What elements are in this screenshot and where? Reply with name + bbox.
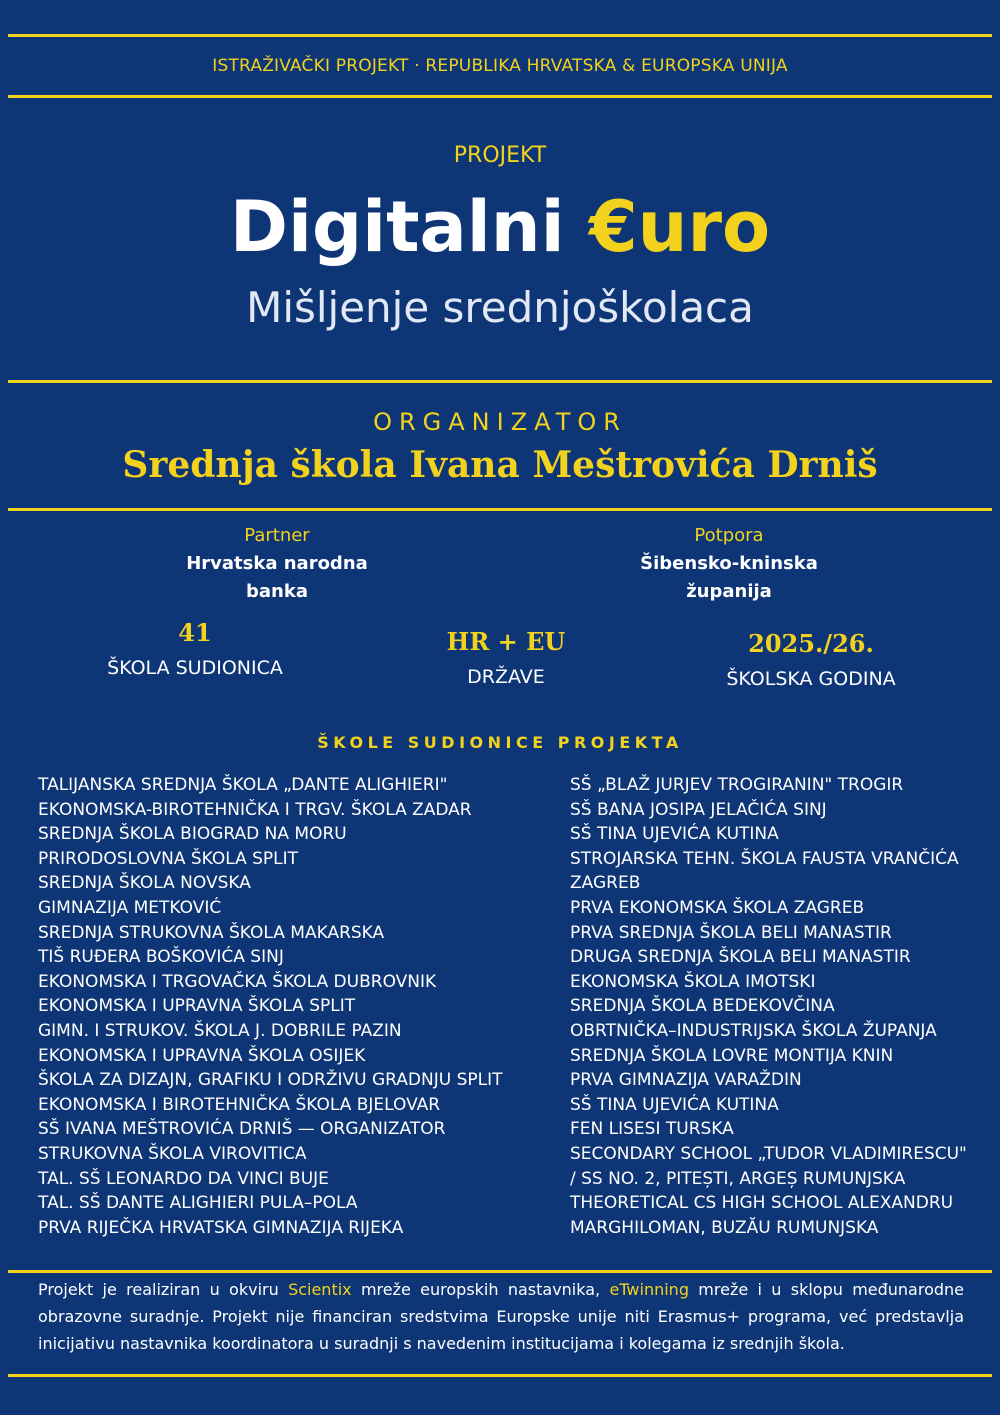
support-line-2: županija (686, 581, 772, 602)
partner-line-1: Hrvatska narodna (186, 553, 368, 574)
school-list-item: STROJARSKA TEHN. ŠKOLA FAUSTA VRANČIĆA (570, 848, 959, 869)
footer-text-1: Projekt je realiziran u okviru (38, 1280, 289, 1299)
school-list-item: EKONOMSKA ŠKOLA IMOTSKI (570, 971, 816, 992)
header-rule-bottom (8, 380, 992, 383)
header-rule-top (8, 95, 992, 98)
scientix-link[interactable]: Scientix (288, 1280, 352, 1299)
school-list-item: SREDNJA ŠKOLA BIOGRAD NA MORU (38, 824, 347, 845)
stat-countries (356, 627, 656, 688)
top-rule (8, 34, 992, 37)
support-label: Potpora (694, 525, 764, 546)
stat-year (661, 629, 961, 690)
support-name (579, 550, 879, 606)
schools-heading: ŠKOLE SUDIONICE PROJEKTA (317, 733, 683, 752)
organizer-name: Srednja škola Ivana Meštrovića Drniš (122, 444, 878, 486)
school-list-item: ZAGREB (570, 873, 641, 894)
subtitle: Mišljenje srednjoškolaca (246, 283, 754, 332)
school-list-item: EKONOMSKA I UPRAVNA ŠKOLA SPLIT (38, 996, 356, 1017)
organizer-rule (8, 508, 992, 511)
school-list-item: MARGHILOMAN, BUZĂU RUMUNJSKA (570, 1217, 879, 1238)
school-list-item: / SS NO. 2, PITEȘTI, ARGEȘ RUMUNJSKA (570, 1168, 906, 1189)
school-list-item: PRVA RIJEČKA HRVATSKA GIMNAZIJA RIJEKA (38, 1217, 404, 1238)
school-list-item: GIMNAZIJA METKOVIĆ (38, 897, 222, 918)
school-list-item: PRVA GIMNAZIJA VARAŽDIN (570, 1070, 802, 1091)
school-list-item: DRUGA SREDNJA ŠKOLA BELI MANASTIR (570, 947, 911, 968)
school-list-item: TIŠ RUĐERA BOŠKOVIĆA SINJ (38, 947, 284, 968)
etwinning-link[interactable]: eTwinning (609, 1280, 689, 1299)
school-list-item: EKONOMSKA-BIROTEHNIČKA I TRGV. ŠKOLA ZADAR (38, 799, 472, 820)
school-list-item: EKONOMSKA I TRGOVAČKA ŠKOLA DUBROVNIK (38, 971, 437, 992)
support-block (579, 525, 879, 606)
organizer-label: ORGANIZATOR (373, 408, 627, 436)
school-list-item: TAL. SŠ LEONARDO DA VINCI BUJE (38, 1168, 329, 1189)
footer-text (38, 1276, 964, 1357)
school-list-item: STRUKOVNA ŠKOLA VIROVITICA (38, 1143, 307, 1164)
school-list-item: PRIRODOSLOVNA ŠKOLA SPLIT (38, 848, 299, 869)
school-list-item: PRVA EKONOMSKA ŠKOLA ZAGREB (570, 897, 865, 918)
school-list-item: SŠ TINA UJEVIĆA KUTINA (570, 824, 779, 845)
partner-label: Partner (244, 525, 310, 546)
school-list-item: SREDNJA ŠKOLA NOVSKA (38, 873, 251, 894)
school-list-item: EKONOMSKA I BIROTEHNIČKA ŠKOLA BJELOVAR (38, 1094, 441, 1115)
stat-countries-label: DRŽAVE (467, 666, 545, 688)
partner-block (127, 525, 427, 606)
school-list-item: TAL. SŠ DANTE ALIGHIERI PULA–POLA (38, 1193, 358, 1214)
school-list-item: SREDNJA STRUKOVNA ŠKOLA MAKARSKA (38, 922, 385, 943)
stat-countries-number: HR + EU (446, 627, 566, 656)
project-label: PROJEKT (453, 143, 547, 168)
schools-list-right (570, 773, 967, 1240)
school-list-item: ŠKOLA ZA DIZAJN, GRAFIKU I ODRŽIVU GRADNJU SPLIT (38, 1070, 503, 1091)
school-list-item: EKONOMSKA I UPRAVNA ŠKOLA OSIJEK (38, 1045, 366, 1066)
footer-rule-top (8, 1270, 992, 1273)
schools-list-left (38, 773, 502, 1240)
school-list-item: SREDNJA ŠKOLA BEDEKOVČINA (570, 996, 835, 1017)
school-list-item: SŠ TINA UJEVIĆA KUTINA (570, 1094, 779, 1115)
partner-name (127, 550, 427, 606)
school-list-item: SREDNJA ŠKOLA LOVRE MONTIJA KNIN (570, 1045, 894, 1066)
stat-schools (45, 618, 345, 679)
footer-text-2: mreže europskih nastavnika, (351, 1280, 610, 1299)
school-list-item: PRVA SREDNJA ŠKOLA BELI MANASTIR (570, 922, 892, 943)
stat-schools-label: ŠKOLA SUDIONICA (107, 657, 283, 679)
stat-year-number: 2025./26. (748, 629, 874, 658)
top-tag: ISTRAŽIVAČKI PROJEKT · REPUBLIKA HRVATSKA & EUROPSKA UNIJA (212, 56, 788, 76)
school-list-item: SŠ „BLAŽ JURJEV TROGIRANIN" TROGIR (570, 775, 904, 795)
school-list-item: THEORETICAL CS HIGH SCHOOL ALEXANDRU (570, 1193, 954, 1214)
school-list-item: SECONDARY SCHOOL „TUDOR VLADIMIRESCU" (570, 1143, 967, 1164)
school-list-item: SŠ IVANA MEŠTROVIĆA DRNIŠ — ORGANIZATOR (38, 1119, 446, 1140)
main-title (0, 186, 1000, 268)
support-line-1: Šibensko-kninska (640, 553, 818, 574)
school-list-item: GIMN. I STRUKOV. ŠKOLA J. DOBRILE PAZIN (38, 1020, 402, 1041)
title-part-2: €uro (588, 186, 771, 268)
title-part-1: Digitalni (229, 186, 589, 268)
school-list-item: OBRTNIČKA–INDUSTRIJSKA ŠKOLA ŽUPANJA (570, 1020, 937, 1041)
stat-schools-number: 41 (178, 618, 212, 647)
school-list-item: SŠ BANA JOSIPA JELAČIĆA SINJ (570, 799, 827, 820)
footer-rule-bottom (8, 1374, 992, 1377)
partner-line-2: banka (246, 581, 308, 602)
school-list-item: FEN LISESI TURSKA (570, 1119, 734, 1140)
footer-text-3: mreže i u sklopu međunarodne obrazovne suradnje. Projekt nije financiran sredstvima Europske unije niti Erasmus+ programa, već predstavlja inicijativu nastavnika koordinatora u suradnji s navedenim institucijama i kolegama iz srednjih škola. (38, 1280, 965, 1353)
school-list-item: TALIJANSKA SREDNJA ŠKOLA „DANTE ALIGHIERI" (38, 775, 448, 795)
stat-year-label: ŠKOLSKA GODINA (726, 668, 896, 690)
